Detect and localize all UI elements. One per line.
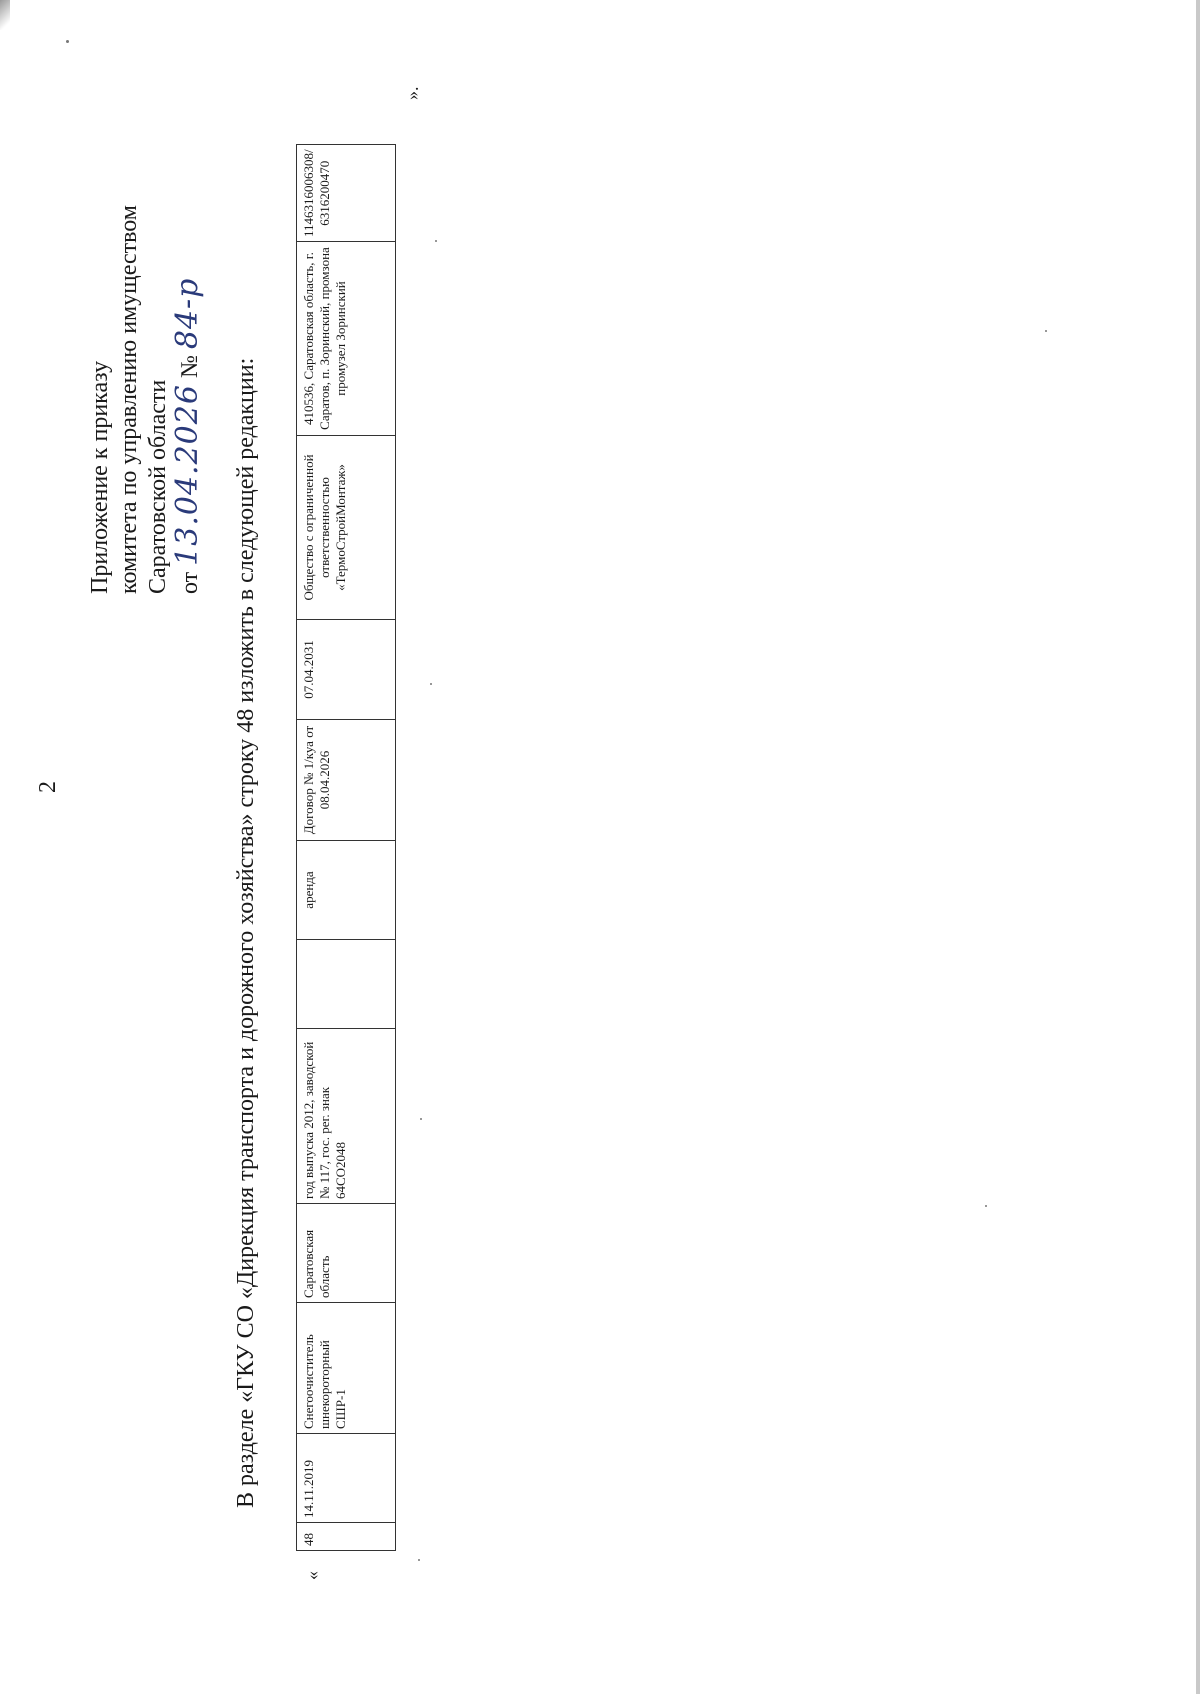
cell-end-date: 07.04.2031 xyxy=(297,620,396,720)
registry-table xyxy=(296,144,396,1551)
cell-address: 410536, Саратовская область, г. Саратов, п. Зоринский, промзона промузел Зоринский xyxy=(297,242,396,436)
scan-speck xyxy=(435,240,437,242)
appendix-header xyxy=(86,34,205,594)
scan-speck xyxy=(66,40,69,43)
cell-location: Саратовская область xyxy=(297,1204,396,1303)
scan-speck xyxy=(418,1559,420,1561)
header-line-2: комитета по управлению имуществом xyxy=(116,205,142,594)
handwritten-date: 13.04.2026 xyxy=(170,384,205,566)
cell-number: 48 xyxy=(297,1523,396,1551)
cell-details: год выпуска 2012, заводской № 117, гос. рег. знак 64СО2048 xyxy=(297,1029,396,1204)
quote-open: « xyxy=(302,1571,322,1580)
header-line-3: Саратовской области xyxy=(145,379,171,594)
header-line-1: Приложение к приказу xyxy=(87,360,113,594)
handwritten-number: 84-р xyxy=(170,277,205,350)
cell-date: 14.11.2019 xyxy=(297,1434,396,1523)
cell-holder: Общество с ограниченной ответственностью «ТермоСтройМонтаж» xyxy=(297,436,396,620)
page-number: 2 xyxy=(35,781,61,793)
cell-right-type: аренда xyxy=(297,841,396,940)
cell-empty xyxy=(297,940,396,1029)
date-prefix: от xyxy=(177,571,203,594)
scan-speck xyxy=(1045,330,1047,332)
cell-contract: Договор № 1/куа от 08.04.2026 xyxy=(297,720,396,841)
quote-close: ». xyxy=(402,86,422,100)
instruction-text: В разделе «ГКУ СО «Дирекция транспорта и дорожного хозяйства» строку 48 изложить в следующей редакции: xyxy=(233,357,259,1508)
scan-speck xyxy=(985,1205,987,1207)
scan-speck xyxy=(430,683,432,685)
table-row xyxy=(297,145,396,1551)
header-date-line xyxy=(170,34,205,594)
cell-name: Снегоочиститель шнекороторный СШР-1 xyxy=(297,1303,396,1434)
number-prefix: № xyxy=(177,355,203,379)
cell-ogrn-inn: 1146316006308/ 6316200470 xyxy=(297,145,396,242)
scan-speck xyxy=(420,1118,422,1120)
